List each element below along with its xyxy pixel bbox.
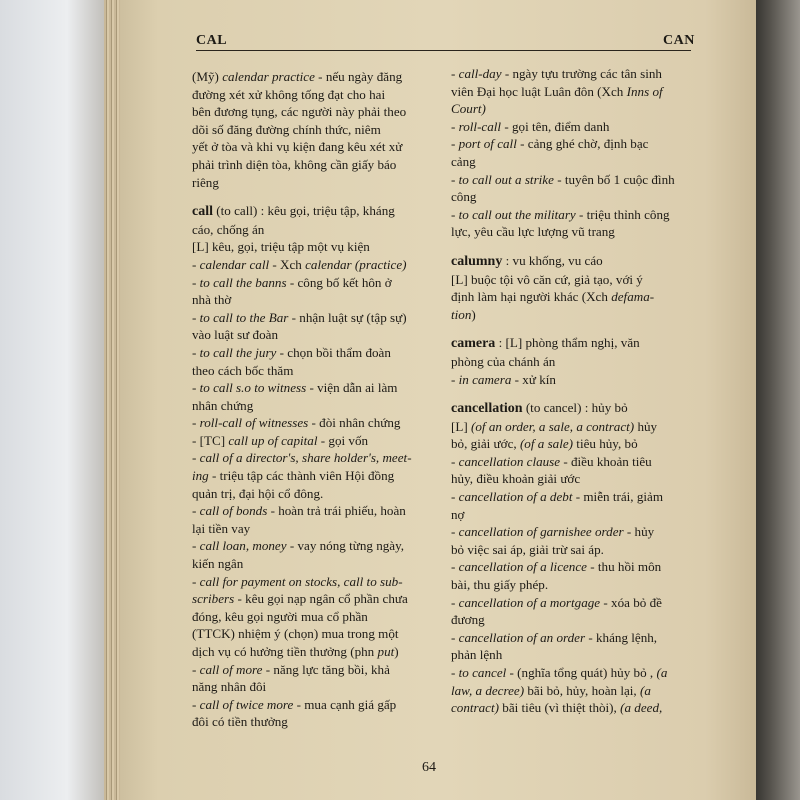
text-line [451, 135, 699, 153]
italic-term: (a deed, [620, 700, 663, 716]
text-line [192, 256, 424, 274]
text-segment: - đòi nhân chứng [308, 415, 401, 431]
text-line [451, 558, 699, 576]
text-segment: riêng [192, 174, 219, 190]
text-segment: - hủy [623, 524, 655, 540]
italic-term: call of twice more [199, 696, 294, 712]
text-line [451, 576, 699, 594]
text-segment: đôi có tiền thưởng [192, 714, 288, 730]
text-line [451, 611, 699, 629]
text-segment: - [192, 256, 200, 272]
text-segment: tiêu hủy, bỏ [573, 436, 638, 452]
text-segment: quản trị, đại hội cổ đông. [192, 485, 324, 501]
text-line [192, 326, 424, 344]
text-segment: nợ [451, 506, 465, 522]
italic-term: call for payment on stocks, call to sub- [199, 573, 403, 589]
text-line [192, 643, 424, 661]
text-line [192, 344, 424, 362]
text-line [192, 678, 424, 696]
text-segment: - [192, 309, 200, 325]
left-column [192, 68, 424, 731]
text-line [451, 100, 699, 118]
text-segment: ) [394, 644, 399, 659]
italic-term: in camera [458, 371, 512, 387]
text-line [451, 470, 699, 488]
text-line [192, 590, 424, 608]
text-segment: - [192, 274, 200, 290]
entry-gap [451, 241, 699, 252]
text-segment: - kêu gọi nạp ngân cổ phần chưa [234, 591, 408, 607]
text-line [451, 629, 699, 647]
text-segment: hủy [634, 418, 658, 434]
text-segment: bên đương tụng, các người này phải theo [192, 104, 407, 120]
text-segment: - triệu thỉnh công [575, 206, 670, 222]
text-line [192, 174, 424, 192]
header-rule [196, 50, 691, 51]
italic-term: tion [451, 306, 472, 322]
text-segment: [L] buộc tội vô căn cứ, giả tạo, với ý [451, 271, 643, 287]
text-segment: - chọn bồi thẩm đoàn [276, 344, 391, 360]
background-left [0, 0, 112, 800]
italic-term: cancellation of a mortgage [458, 594, 601, 610]
text-line [451, 171, 699, 189]
italic-term: Inns of [626, 83, 663, 99]
text-segment: - [192, 415, 200, 431]
text-line [192, 432, 424, 450]
italic-term: call of more [199, 661, 263, 677]
text-line [451, 453, 699, 471]
text-segment: : [L] phòng thẩm nghị, văn [495, 335, 640, 351]
text-line [451, 371, 699, 389]
italic-term: to cancel [458, 665, 507, 680]
text-segment: hủy, điều khoản giải ước [451, 471, 581, 487]
text-line [192, 573, 424, 591]
dictionary-page [120, 0, 756, 800]
text-line [451, 646, 699, 664]
italic-term: (a [656, 665, 668, 680]
text-line [451, 506, 699, 524]
text-segment: - viện dẫn ai làm [306, 380, 398, 396]
text-line [451, 523, 699, 541]
text-segment: theo cách bốc thăm [192, 362, 294, 378]
text-segment: cáo, chống án [192, 221, 265, 237]
text-segment: - [451, 524, 459, 540]
text-segment: - năng lực tăng bồi, khả [262, 661, 390, 677]
text-segment: - xóa bỏ đề [600, 594, 662, 610]
text-segment: định làm hại người khác (Xch [451, 289, 612, 305]
text-segment: (TTCK) nhiệm ý (chọn) mua trong một [192, 626, 399, 642]
text-line [192, 608, 424, 626]
italic-term: call loan, money [199, 538, 287, 554]
text-segment: - gọi vốn [317, 432, 369, 448]
text-segment: (to call) : kêu gọi, triệu tập, kháng [213, 203, 395, 219]
text-segment: - kháng lệnh, [585, 629, 658, 645]
italic-term: (of an order, a sale, a contract) [471, 418, 635, 434]
text-segment: - [192, 503, 200, 519]
headword: call [192, 204, 213, 220]
text-segment: - [451, 136, 459, 152]
text-line [192, 520, 424, 538]
text-segment: đường xét xử không tống đạt cho hai [192, 86, 386, 102]
italic-term: call of a director's, share holder's, meet- [199, 450, 412, 466]
text-line [192, 68, 424, 86]
text-segment: - [451, 665, 459, 680]
text-line [192, 467, 424, 485]
text-segment: - [451, 66, 459, 81]
text-line [192, 238, 424, 256]
text-line [451, 153, 699, 171]
text-segment: - [192, 380, 200, 396]
text-line [451, 288, 699, 306]
text-line [192, 625, 424, 643]
text-line [451, 699, 699, 717]
text-segment: - nhận luật sự (tập sự) [288, 309, 407, 325]
text-segment: - [451, 489, 459, 505]
italic-term: cancellation of an order [458, 629, 586, 645]
text-line [451, 418, 699, 436]
text-line [192, 397, 424, 415]
italic-term: to call the jury [199, 344, 277, 360]
headword: camera [451, 336, 496, 352]
text-segment: kiến ngân [192, 556, 244, 572]
italic-term: port of call [458, 136, 517, 152]
text-segment: nhà thờ [192, 292, 232, 308]
text-segment: - mua cạnh giá gấp [293, 696, 397, 712]
text-segment: năng nhân đôi [192, 679, 267, 695]
italic-term: defama- [611, 289, 655, 305]
text-line [451, 488, 699, 506]
text-segment: - [451, 171, 459, 187]
text-segment: lại tiền vay [192, 520, 251, 536]
text-segment: - vay nóng từng ngày, [286, 538, 405, 554]
text-segment: phải trình diện tòa, không cần giấy báo [192, 156, 397, 172]
text-line [192, 379, 424, 397]
italic-term: ing [192, 468, 209, 484]
text-line [192, 291, 424, 309]
entry-gap [451, 323, 699, 334]
text-segment: - công bố kết hôn ở [286, 274, 392, 290]
text-line [451, 271, 699, 289]
italic-term: to call to the Bar [199, 309, 289, 325]
text-segment: [L] [451, 418, 471, 434]
text-segment: vào luật sư đoàn [192, 327, 279, 343]
italic-term: law, a decree) [451, 682, 525, 698]
text-segment: bãi bỏ, hủy, hoàn lại, [524, 682, 640, 698]
italic-term: to call s.o to witness [199, 380, 307, 396]
italic-term: roll-call [458, 118, 502, 134]
italic-term: cancellation of a debt [458, 489, 573, 505]
italic-term: to call out the military [458, 206, 576, 222]
text-segment: bãi tiêu (vì thiệt thòi), [499, 700, 621, 716]
entry-gap [451, 388, 699, 399]
text-line [192, 86, 424, 104]
text-line [192, 537, 424, 555]
page-number: 64 [422, 760, 436, 775]
entry-gap [192, 191, 424, 202]
text-line [192, 555, 424, 573]
text-line [451, 83, 699, 101]
text-line [192, 274, 424, 292]
text-segment: - [451, 118, 459, 134]
italic-term: Court) [451, 101, 486, 117]
text-line [192, 414, 424, 432]
text-line [451, 435, 699, 453]
text-segment: (to cancel) : hủy bỏ [522, 400, 628, 416]
italic-term: cancellation of garnishee order [458, 524, 624, 540]
headword: calumny [451, 253, 503, 269]
text-segment: - [451, 594, 459, 610]
italic-term: to call out a strike [458, 171, 554, 187]
text-line [192, 156, 424, 174]
text-line [192, 502, 424, 520]
italic-term: scribers [192, 591, 235, 607]
text-line [451, 206, 699, 224]
italic-term: to call the banns [199, 274, 287, 290]
text-segment: - [192, 696, 200, 712]
text-segment: - cảng ghé chờ, định bạc [516, 136, 649, 152]
text-segment: lực, yêu cầu lực lượng vũ trang [451, 224, 615, 240]
text-segment: dõi số đăng đường chính thức, niêm [192, 121, 381, 137]
text-line [192, 696, 424, 714]
text-segment: [L] kêu, gọi, triệu tập một vụ kiện [192, 239, 370, 255]
text-segment: bài, thu giấy phép. [451, 577, 549, 593]
text-segment: - [192, 538, 200, 554]
text-segment: - nếu ngày đăng [314, 69, 403, 84]
text-line [192, 661, 424, 679]
right-column [451, 65, 699, 717]
italic-term: roll-call of witnesses [199, 415, 309, 431]
text-segment: : vu khống, vu cáo [502, 252, 603, 268]
text-line [192, 103, 424, 121]
text-segment: - [451, 453, 459, 469]
italic-term: call up of capital [228, 432, 318, 448]
text-segment: - [TC] [192, 432, 229, 448]
text-segment: công [451, 189, 477, 205]
italic-term: call-day [458, 66, 502, 81]
text-line [451, 594, 699, 612]
text-line [451, 664, 699, 682]
text-line [192, 449, 424, 467]
text-line [451, 65, 699, 83]
italic-term: (a [639, 682, 651, 698]
text-line [451, 399, 699, 418]
italic-term: calendar (practice) [305, 256, 407, 272]
text-segment: - thu hồi môn [586, 559, 662, 575]
text-line [192, 309, 424, 327]
guide-word-left: CAL [196, 33, 228, 48]
text-segment: - điều khoản tiêu [560, 453, 652, 469]
italic-term: cancellation of a licence [458, 559, 587, 575]
text-line [451, 306, 699, 324]
text-segment: cảng [451, 153, 476, 169]
text-segment: - xử kín [511, 371, 556, 387]
text-segment: - [192, 573, 200, 589]
text-segment: đương [451, 612, 485, 628]
text-segment: - (nghĩa tổng quát) hủy bỏ , [506, 665, 657, 680]
text-line [192, 138, 424, 156]
text-segment: (Mỹ) [192, 69, 223, 84]
text-line [451, 334, 699, 353]
text-line [192, 202, 424, 221]
text-line [451, 353, 699, 371]
text-segment: - [192, 661, 200, 677]
text-line [192, 221, 424, 239]
text-segment: bỏ, giải ước, [451, 436, 520, 452]
text-line [451, 118, 699, 136]
text-segment: ) [471, 306, 476, 322]
text-segment: - [451, 371, 459, 387]
text-segment: - [192, 344, 200, 360]
text-line [192, 713, 424, 731]
text-line [451, 541, 699, 559]
text-segment: yết ở tòa và khi vụ kiện đang kêu xét xử [192, 139, 403, 155]
italic-term: calendar call [199, 256, 270, 272]
text-line [192, 485, 424, 503]
text-line [192, 362, 424, 380]
text-segment: - [451, 206, 459, 222]
italic-term: (of a sale) [519, 436, 574, 452]
text-segment: dịch vụ có hưởng tiền thưởng (phn [192, 644, 378, 659]
italic-term: contract) [451, 700, 499, 716]
text-line [451, 682, 699, 700]
headword: cancellation [451, 401, 523, 417]
text-segment: bỏ việc sai áp, giải trừ sai áp. [451, 541, 604, 557]
text-line [451, 252, 699, 271]
text-segment: nhân chứng [192, 397, 254, 413]
text-segment: viên Đại học luật Luân đôn (Xch [451, 83, 627, 99]
text-segment: - triệu tập các thành viên Hội đồng [208, 468, 395, 484]
text-segment: - tuyên bố 1 cuộc đình [553, 171, 675, 187]
text-segment: đóng, kêu gọi người mua cổ phần [192, 608, 368, 624]
text-segment: - miễn trái, giảm [572, 489, 664, 505]
text-line [451, 188, 699, 206]
text-segment: phản lệnh [451, 647, 503, 663]
italic-term: calendar practice [222, 69, 315, 84]
italic-term: cancellation clause [458, 453, 561, 469]
text-segment: - hoàn trả trái phiếu, hoàn [267, 503, 406, 519]
italic-term: call of bonds [199, 503, 268, 519]
text-segment: phòng của chánh án [451, 353, 556, 369]
text-line [451, 223, 699, 241]
text-segment: - gọi tên, điểm danh [501, 118, 610, 134]
italic-term: put [377, 644, 395, 659]
text-segment: - [192, 450, 200, 466]
guide-word-right: CAN [663, 33, 695, 48]
background-right [750, 0, 800, 800]
text-line [192, 121, 424, 139]
text-segment: - [451, 559, 459, 575]
text-segment: - [451, 629, 459, 645]
text-segment: - Xch [269, 256, 306, 272]
text-segment: - ngày tựu trường các tân sinh [501, 66, 662, 81]
